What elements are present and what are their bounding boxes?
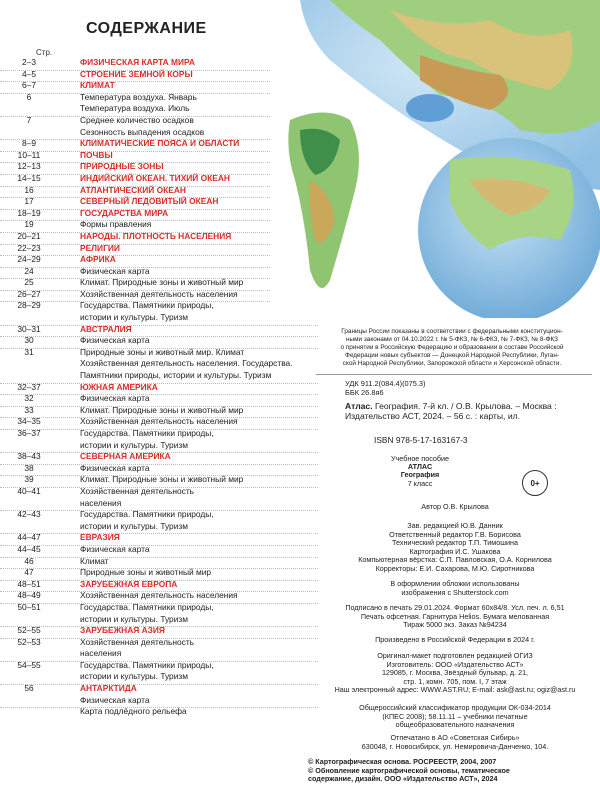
printer-info (320, 734, 590, 751)
toc-page-number: 30–31 (17, 323, 41, 334)
toc-row (0, 590, 318, 602)
toc-item-title: истории и культуры. Туризм (80, 312, 188, 323)
toc-row (0, 416, 318, 428)
author: Автор О.В. Крылова (421, 502, 489, 511)
toc-row (0, 614, 318, 626)
toc-item-title: Физическая карта (80, 694, 150, 705)
toc-item-title: истории и культуры. Туризм (80, 671, 188, 682)
copyright-line: © Картографическая основа. РОСРЕЕСТР, 2004, 2007 (308, 757, 497, 766)
toc-row (0, 521, 318, 533)
toc-page-number: 19 (24, 219, 34, 230)
toc-section-title: РЕЛИГИИ (80, 242, 120, 253)
toc-item-title: населения (80, 648, 122, 659)
toc-page-number: 52–55 (17, 625, 41, 636)
toc-row (0, 324, 318, 336)
toc-page-number: 42–43 (17, 509, 41, 520)
toc-item-title: Температура воздуха. Январь (80, 91, 197, 102)
toc-page-number: 22–23 (17, 242, 41, 253)
toc-section-title: ЮЖНАЯ АМЕРИКА (80, 381, 158, 392)
biblio-line-2: Издательство АСТ, 2024. – 56 с. : карты, ил. (345, 411, 521, 422)
toc-item-title: Государства. Памятники природы, (80, 659, 214, 670)
toc-page-number: 30 (24, 335, 34, 346)
toc-row (0, 556, 318, 568)
toc-item-title: Физическая карта (80, 265, 150, 276)
toc-item-title: Природные зоны и животный мир. Климат (80, 346, 245, 357)
toc-item-title: Государства. Памятники природы, (80, 601, 214, 612)
publisher-line: Наш электронный адрес: WWW.AST.RU; E-mail: ask@ast.ru; ogiz@ast.ru (334, 685, 576, 695)
publisher-line: 129085, г. Москва, Звёздный бульвар, д. 21, (381, 668, 529, 678)
notice-line: Федерации новых субъектов — Донецкой Народной Республики, Луган- (344, 352, 560, 359)
toc-row (0, 648, 318, 660)
toc-section-title: ПРИРОДНЫЕ ЗОНЫ (80, 161, 164, 172)
toc-item-title: Хозяйственная деятельность населения (80, 416, 238, 427)
toc-item-title: истории и культуры. Туризм (80, 439, 188, 450)
divider (316, 374, 592, 375)
toc-page-number: 20–21 (17, 230, 41, 241)
toc-page-number: 24–29 (17, 254, 41, 265)
editorial-staff (320, 522, 590, 574)
toc-page-number: 50–51 (17, 601, 41, 612)
toc-item-title: Климат. Природные зоны и животный мир (80, 474, 244, 485)
toc-page-number: 48–49 (17, 590, 41, 601)
toc-row (0, 382, 318, 394)
toc-row (0, 695, 318, 707)
publisher-info (320, 652, 590, 695)
print-line: Печать офсетная. Гарнитура Helios. Бумага мелованная (360, 611, 550, 621)
biblio-title: Атлас. (345, 401, 373, 411)
toc-section-title: ФИЗИЧЕСКАЯ КАРТА МИРА (80, 57, 195, 67)
toc-row (0, 706, 318, 718)
staff-line: Ответственный редактор Г.В. Борисова (389, 529, 521, 539)
book-subject: География (400, 470, 440, 479)
toc-page-number: 38–43 (17, 451, 41, 462)
toc-page-number: 6 (26, 91, 32, 102)
toc-row (0, 474, 318, 486)
toc-page-number: 2–3 (22, 57, 36, 67)
toc-item-title: Государства. Памятники природы, (80, 300, 214, 311)
toc-page-number: 40–41 (17, 485, 41, 496)
toc-row (0, 358, 318, 370)
toc-section-title: АТЛАНТИЧЕСКИЙ ОКЕАН (80, 184, 186, 195)
toc-section-title: АФРИКА (80, 254, 116, 265)
toc-row (0, 683, 318, 695)
printer-line: Отпечатано в АО «Советская Сибирь» (390, 733, 520, 742)
toc-item-title: Климат (80, 555, 109, 566)
toc-row (0, 405, 318, 417)
staff-line: Картография И.С. Ушакова (409, 546, 501, 556)
toc-item-title: Хозяйственная деятельность населения (80, 288, 238, 299)
toc-item-title: Сезонность выпадения осадков (80, 126, 205, 137)
toc-item-title: Государства. Памятники природы, (80, 428, 214, 438)
toc-row (0, 602, 318, 614)
toc-item-title: Хозяйственная деятельность (80, 485, 195, 496)
toc-row (0, 544, 318, 556)
toc-page-number: 14–15 (17, 172, 41, 183)
biblio-line-1: География. 7-й кл. / О.В. Крылова. – Москва : (372, 401, 557, 411)
staff-line: Компьютерная вёрстка: С.П. Павловская, О.А. Корнилова (358, 555, 552, 565)
classification-codes (345, 379, 426, 397)
borders-notice (316, 328, 588, 368)
toc-page-number: 32–37 (17, 381, 41, 392)
toc-item-title: Физическая карта (80, 393, 150, 404)
bbk-code: ББК 26.8я6 (345, 388, 384, 397)
toc-page-number: 28–29 (17, 300, 41, 311)
toc-item-title: Формы правления (80, 219, 152, 230)
toc-item-title: Климат. Природные зоны и животный мир (80, 277, 244, 288)
book-type: Учебное пособие (391, 454, 449, 463)
toc-page-number: 16 (24, 184, 34, 195)
page-column-label: Стр. (36, 48, 53, 57)
toc-item-title: Государства. Памятники природы, (80, 509, 214, 520)
product-classifier (320, 704, 590, 730)
classifier-line: общеобразовательного назначения (395, 720, 515, 730)
toc-item-title: Хозяйственная деятельность населения (80, 590, 238, 601)
toc-page-number: 54–55 (17, 659, 41, 670)
toc-section-title: ГОСУДАРСТВА МИРА (80, 207, 169, 218)
toc-item-title: Физическая карта (80, 335, 150, 346)
toc-row (0, 532, 318, 544)
toc-page-number: 24 (24, 265, 34, 276)
toc-section-title: ИНДИЙСКИЙ ОКЕАН. ТИХИЙ ОКЕАН (80, 172, 230, 183)
book-title: АТЛАС (407, 462, 433, 471)
staff-line: Технический редактор Т.П. Тимошина (392, 538, 518, 548)
toc-row (0, 463, 318, 475)
toc-page-number: 25 (24, 277, 34, 288)
toc-section-title: КЛИМАТ (80, 80, 115, 91)
toc-page-number: 39 (24, 474, 34, 485)
classifier-line: Общероссийский классификатор продукции ОК-034-2014 (359, 703, 551, 712)
notice-line: Границы России показаны в соответствии с федеральными конституцион- (341, 328, 563, 335)
toc-row (0, 509, 318, 521)
toc-row (0, 567, 318, 579)
toc-item-title: истории и культуры. Туризм (80, 613, 188, 624)
toc-page-number: 34–35 (17, 416, 41, 427)
toc-item-title: Температура воздуха. Июль (80, 103, 190, 114)
isbn: ISBN 978-5-17-163167-3 (374, 435, 468, 445)
publisher-line: стр. 1, комн. 705, пом. I, 7 этаж (403, 676, 507, 686)
toc-item-title: Среднее количество осадков (80, 114, 194, 125)
notice-line: о принятии в Российскую Федерацию и образовании в составе Российской (340, 344, 564, 351)
toc-item-title: Физическая карта (80, 543, 150, 554)
toc-page-number: 52–53 (17, 636, 41, 647)
toc-row (0, 625, 318, 637)
bibliographic-record (345, 401, 595, 422)
copyright (308, 758, 598, 784)
toc-page-number: 18–19 (17, 207, 41, 218)
toc-page-number: 33 (24, 404, 34, 415)
classifier-line: (КПЕС 2008); 58.11.11 – учебники печатные (382, 711, 528, 721)
udk-code: УДК 911.2(084.4)(075.3) (345, 379, 426, 388)
toc-section-title: НАРОДЫ. ПЛОТНОСТЬ НАСЕЛЕНИЯ (80, 230, 232, 241)
publisher-line: Оригинал-макет подготовлен редакцией ОГИЗ (377, 651, 533, 660)
toc-item-title: Карта подлёдного рельефа (80, 706, 187, 717)
notice-line: ской Народной Республики, Запорожской области и Херсонской области. (342, 360, 562, 367)
toc-page-number: 47 (24, 567, 34, 578)
toc-section-title: АВСТРАЛИЯ (80, 323, 132, 334)
toc-row (0, 637, 318, 649)
toc-page-number: 6–7 (22, 80, 36, 91)
toc-page-number: 10–11 (17, 149, 41, 160)
toc-item-title: истории и культуры. Туризм (80, 520, 188, 531)
toc-row (0, 671, 318, 683)
copyright-line: © Обновление картографической основы, тематическое (308, 765, 510, 775)
toc-row (0, 579, 318, 591)
toc-row (0, 486, 318, 498)
toc-page-number: 31 (24, 346, 34, 357)
print-line: Тираж 5000 экз. Заказ №94234 (403, 620, 507, 630)
toc-page-number: 4–5 (22, 68, 36, 79)
toc-row (0, 347, 318, 359)
toc-row (0, 370, 318, 382)
toc-section-title: ЕВРАЗИЯ (80, 532, 120, 543)
toc-page-number: 12–13 (17, 161, 41, 172)
cover-line: изображения с Shutterstock.com (401, 587, 509, 597)
toc-row (0, 335, 318, 347)
staff-line: Корректоры: Е.И. Сахарова, М.Ю. Сиротникова (375, 563, 535, 573)
toc-row (0, 393, 318, 405)
toc-page-number: 48–51 (17, 578, 41, 589)
toc-item-title: Климат. Природные зоны и животный мир (80, 404, 244, 415)
toc-section-title: ЗАРУБЕЖНАЯ АЗИЯ (80, 625, 165, 636)
toc-page-number: 8–9 (22, 138, 36, 149)
age-rating-badge: 0+ (522, 470, 548, 496)
toc-section-title: КЛИМАТИЧЕСКИЕ ПОЯСА И ОБЛАСТИ (80, 138, 240, 149)
toc-row (0, 440, 318, 452)
toc-section-title: ПОЧВЫ (80, 149, 113, 160)
print-line: Подписано в печать 29.01.2024. Формат 60х84/8. Усл. печ. л. 6,51 (345, 603, 565, 612)
staff-line: Зав. редакцией Ю.В. Данник (407, 521, 503, 530)
print-details (320, 604, 590, 630)
toc-section-title: СЕВЕРНЫЙ ЛЕДОВИТЫЙ ОКЕАН (80, 196, 219, 207)
map-illustration (270, 0, 600, 318)
toc-item-title: населения (80, 497, 122, 508)
toc-item-title: Хозяйственная деятельность (80, 636, 195, 647)
page-title: СОДЕРЖАНИЕ (86, 20, 207, 37)
book-grade: 7 класс (407, 479, 433, 488)
toc-item-title: Памятники природы, истории и культуры. Туризм (80, 370, 272, 381)
toc-row (0, 660, 318, 672)
toc-page-number: 46 (24, 555, 34, 566)
toc-page-number: 38 (24, 462, 34, 473)
toc-page-number: 36–37 (17, 428, 41, 438)
toc-page-number: 17 (24, 196, 34, 207)
cover-line: В оформлении обложки использованы (390, 579, 520, 588)
made-in: Произведено в Российской Федерации в 2024 г. (375, 635, 535, 644)
cover-credits (320, 580, 590, 597)
toc-page-number: 44–45 (17, 543, 41, 554)
toc-item-title: Хозяйственная деятельность населения. Государства. (80, 358, 293, 369)
printer-line: 630048, г. Новосибирск, ул. Немировича-Данченко, 104. (361, 741, 549, 751)
toc-section-title: ЗАРУБЕЖНАЯ ЕВРОПА (80, 578, 178, 589)
toc-section-title: АНТАРКТИДА (80, 683, 137, 694)
toc-page-number: 7 (26, 114, 32, 125)
toc-item-title: Физическая карта (80, 462, 150, 473)
toc-section-title: СЕВЕРНАЯ АМЕРИКА (80, 451, 171, 462)
publisher-line: Изготовитель: ООО «Издательство АСТ» (386, 659, 524, 669)
toc-page-number: 44–47 (17, 532, 41, 543)
toc-row (0, 451, 318, 463)
notice-line: ными законами от 04.10.2022 г. № 5-ФКЗ, № 6-ФКЗ, № 7-ФКЗ, № 8-ФКЗ (346, 336, 558, 343)
toc-section-title: СТРОЕНИЕ ЗЕМНОЙ КОРЫ (80, 68, 193, 79)
toc-page-number: 56 (24, 683, 34, 694)
toc-row (0, 498, 318, 510)
toc-page-number: 26–27 (17, 288, 41, 299)
toc-page-number: 32 (24, 393, 34, 404)
toc-row (0, 428, 318, 440)
copyright-line: содержание, дизайн. ООО «Издательство АСТ», 2024 (308, 774, 498, 784)
toc-item-title: Природные зоны и животный мир (80, 567, 212, 578)
